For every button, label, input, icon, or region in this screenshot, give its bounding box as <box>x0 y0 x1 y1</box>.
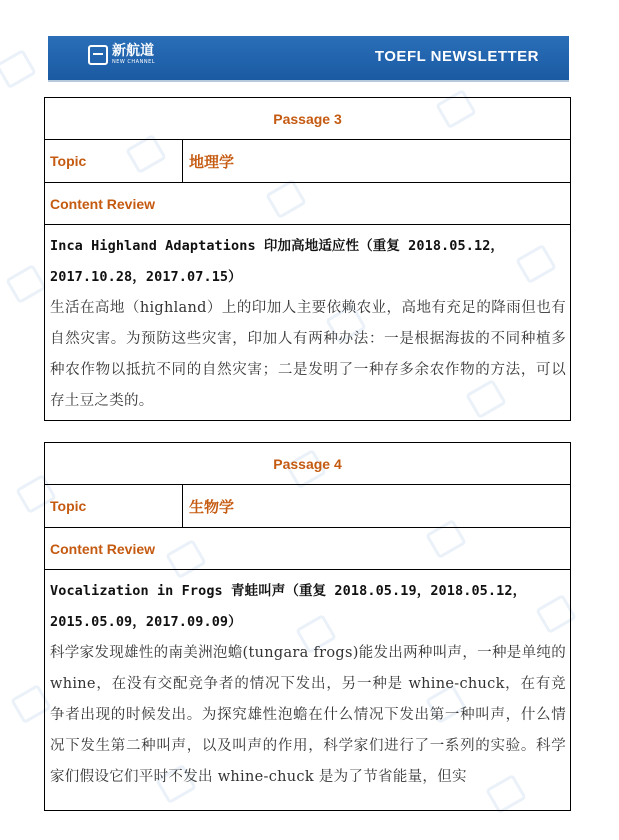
watermark-logo <box>5 264 47 304</box>
passage-box-3 <box>44 97 571 421</box>
passage-title: Inca Highland Adaptations 印加高地适应性（重复 2018.05.12，2017.10.28，2017.07.15） <box>50 238 505 285</box>
passage-box-4 <box>44 442 571 811</box>
content-cell <box>45 225 570 420</box>
content-review-label: Content Review <box>50 540 156 557</box>
topic-row <box>45 485 570 528</box>
passage-header <box>45 443 570 485</box>
header-underline <box>48 80 569 82</box>
brand-logo <box>88 44 155 65</box>
passage-label: Passage 4 <box>273 455 342 472</box>
passage-summary: 生活在高地（highland）上的印加人主要依赖农业，高地有充足的降雨但也有自然灾害。为预防这些灾害，印加人有两种办法：一是根据海拔的不同种植多种农作物以抵抗不同的自然灾害；二是发明了一种存多余农作物的方法，可以存土豆之类的。 <box>50 300 566 409</box>
watermark-logo <box>0 49 37 89</box>
topic-label: Topic <box>50 153 87 169</box>
newsletter-header <box>48 36 569 80</box>
content-review-label: Content Review <box>50 195 156 212</box>
brand-name-en: NEW CHANNEL <box>112 59 156 65</box>
topic-label: Topic <box>50 498 87 514</box>
newsletter-title: TOEFL NEWSLETTER <box>374 48 539 65</box>
content-cell <box>45 570 570 810</box>
passage-header <box>45 98 570 140</box>
brand-logo-icon <box>88 45 108 65</box>
passage-summary: 科学家发现雄性的南美洲泡蟾(tungara frogs)能发出两种叫声，一种是单纯的 whine，在没有交配竞争者的情况下发出，另一种是 whine-chuck，在有竞争者出现的时候发出。为探究雄性泡蟾在什么情况下发出第一种叫声，什么情况下发生第二种叫声，以及叫声的作用，科学家们进行了一系列的实验。科学家们假设它们平时不发出 whine-chuck 是为了节省能量，但实 <box>50 645 566 785</box>
topic-value: 地理学 <box>189 152 235 171</box>
brand-name: 新航道 <box>112 43 154 59</box>
passage-label: Passage 3 <box>273 110 342 127</box>
content-review-row <box>45 183 570 225</box>
passage-title: Vocalization in Frogs 青蛙叫声（重复 2018.05.19，2018.05.12，2015.05.09，2017.09.09） <box>50 583 527 630</box>
topic-value: 生物学 <box>189 497 235 516</box>
content-review-row <box>45 528 570 570</box>
topic-row <box>45 140 570 183</box>
